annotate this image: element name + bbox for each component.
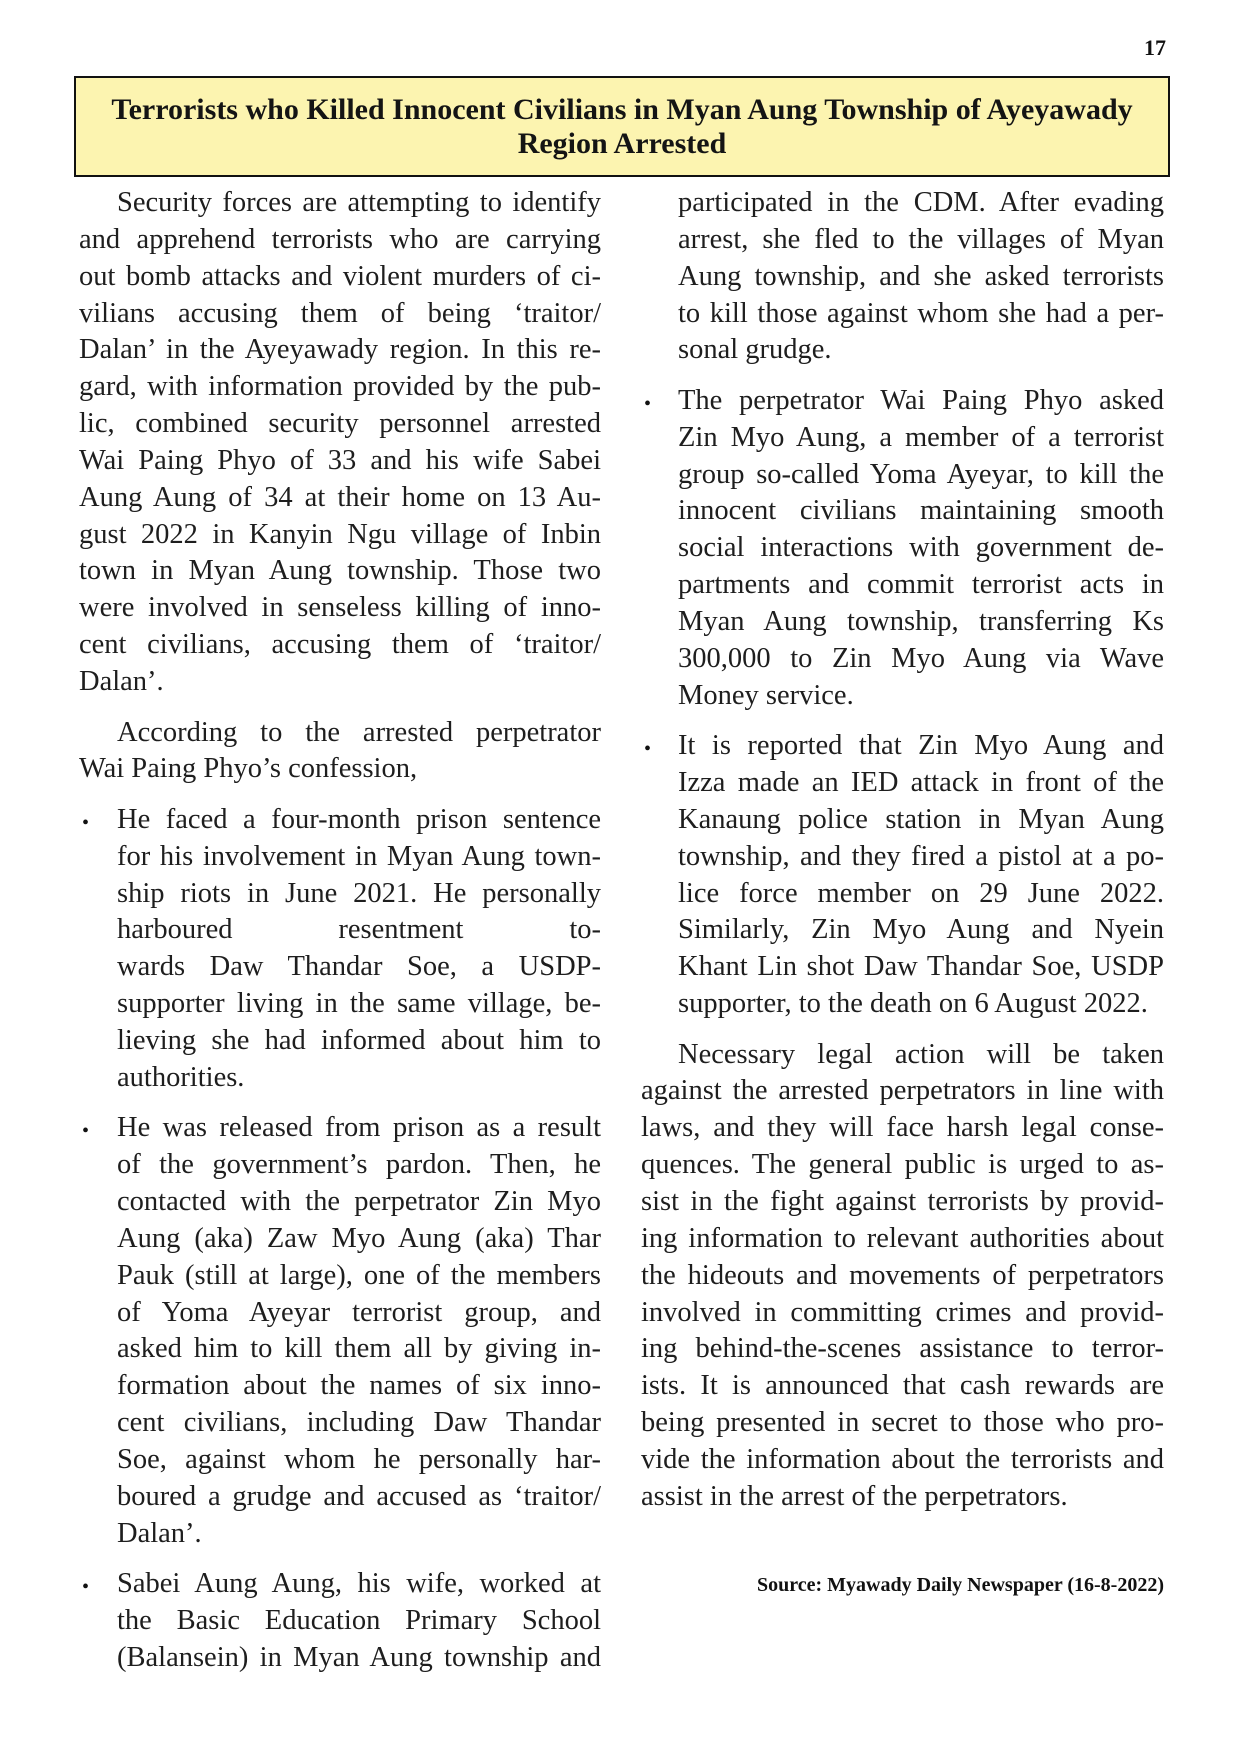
- text-line: township, and they fired a pistol at a po-: [678, 840, 1164, 872]
- text-line: involved in committing crimes and provid-: [641, 1296, 1164, 1328]
- text-line: innocent civilians maintaining smooth: [678, 495, 1164, 527]
- text-line: It is reported that Zin Myo Aung and: [678, 730, 1164, 762]
- text-line: Myan Aung township, transferring Ks: [678, 605, 1164, 637]
- text-line: contacted with the perpetrator Zin Myo: [117, 1186, 601, 1217]
- text-line: were involved in senseless killing of inno-: [79, 592, 601, 624]
- text-line: the Basic Education Primary School: [117, 1604, 601, 1636]
- text-line: 300,000 to Zin Myo Aung via Wave: [678, 642, 1164, 674]
- text-line: assist in the arrest of the perpetrators.: [641, 1480, 1068, 1512]
- text-line: (Balansein) in Myan Aung township and: [117, 1641, 601, 1673]
- text-line: asked him to kill them all by giving in-: [117, 1333, 601, 1365]
- text-line: cent civilians, including Daw Thandar: [117, 1407, 601, 1439]
- text-line: Dalan’.: [117, 1517, 202, 1549]
- list-item: [79, 802, 601, 1097]
- text-line: wards Daw Thandar Soe, a USDP-: [117, 951, 601, 983]
- text-line: The perpetrator Wai Paing Phyo asked: [678, 384, 1164, 416]
- text-line: Sabei Aung Aung, his wife, worked at: [117, 1568, 601, 1600]
- text-line: cent civilians, accusing them of ‘traitor/: [79, 629, 601, 661]
- text-line: ing information to relevant authorities about: [641, 1222, 1164, 1254]
- left-column: [79, 185, 601, 1677]
- closing-paragraph: [641, 1037, 1164, 1516]
- right-column: [641, 185, 1164, 1516]
- text-line: being presented in secret to those who pro-: [641, 1407, 1164, 1439]
- text-line: Security forces are attempting to identify: [117, 187, 601, 218]
- text-line: ship riots in June 2021. He personally: [117, 877, 601, 909]
- text-line: Dalan’.: [79, 665, 164, 697]
- text-line: ists. It is announced that cash rewards are: [641, 1370, 1164, 1402]
- text-line: supporter, to the death on 6 August 2022.: [678, 988, 1148, 1020]
- bullet-icon: •: [82, 1576, 90, 1599]
- text-line: laws, and they will face harsh legal conse-: [641, 1112, 1164, 1144]
- text-line: out bomb attacks and violent murders of ci-: [79, 260, 601, 292]
- text-line: Pauk (still at large), one of the members: [117, 1259, 601, 1291]
- text-line: participated in the CDM. After evading: [678, 187, 1164, 218]
- text-line: boured a grudge and accused as ‘traitor/: [117, 1480, 601, 1512]
- lead-in-paragraph: [79, 715, 601, 789]
- text-line: Kanaung police station in Myan Aung: [678, 803, 1164, 835]
- text-line: Izza made an IED attack in front of the: [678, 767, 1164, 799]
- list-item: [79, 1110, 601, 1552]
- page-number: 17: [1144, 35, 1166, 60]
- text-line: He was released from prison as a result: [117, 1112, 601, 1144]
- text-line: formation about the names of six inno-: [117, 1370, 601, 1402]
- text-line: sonal grudge.: [678, 334, 832, 366]
- list-item-continued: [641, 185, 1164, 369]
- article-title-box: [74, 76, 1170, 177]
- bullet-icon: •: [644, 392, 652, 415]
- text-line: lieving she had informed about him to: [117, 1024, 601, 1056]
- text-line: town in Myan Aung township. Those two: [79, 555, 601, 587]
- bullet-icon: •: [644, 738, 652, 761]
- text-line: for his involvement in Myan Aung town-: [117, 840, 601, 872]
- text-line: gust 2022 in Kanyin Ngu village of Inbin: [79, 518, 601, 550]
- text-line: social interactions with government de-: [678, 532, 1164, 564]
- source-credit: Source: Myawady Daily Newspaper (16-8-2022): [756, 1574, 1164, 1596]
- text-line: supporter living in the same village, be-: [117, 988, 601, 1020]
- text-line: and apprehend terrorists who are carrying: [79, 223, 601, 255]
- text-line: Wai Paing Phyo’s confession,: [79, 753, 418, 785]
- text-line: the hideouts and movements of perpetrators: [641, 1259, 1164, 1291]
- text-line: Aung Aung of 34 at their home on 13 Au-: [79, 481, 601, 513]
- text-line: to kill those against whom she had a per-: [678, 297, 1164, 329]
- list-item: [79, 1566, 601, 1677]
- list-item: [641, 728, 1164, 1023]
- text-line: lic, combined security personnel arrested: [79, 408, 601, 440]
- text-line: group so-called Yoma Ayeyar, to kill the: [678, 458, 1164, 490]
- bullet-icon: •: [82, 1120, 90, 1143]
- text-line: vilians accusing them of being ‘traitor/: [79, 297, 601, 329]
- intro-paragraph: [79, 185, 601, 701]
- text-line: lice force member on 29 June 2022.: [678, 877, 1164, 909]
- text-line: Similarly, Zin Myo Aung and Nyein: [678, 914, 1164, 946]
- text-line: Money service.: [678, 679, 854, 711]
- text-line: According to the arrested perpetrator: [117, 716, 601, 748]
- text-line: harboured resentment to-: [117, 914, 601, 946]
- text-line: Khant Lin shot Daw Thandar Soe, USDP: [678, 951, 1164, 983]
- text-line: Aung township, and she asked terrorists: [678, 260, 1164, 292]
- list-item: [641, 383, 1164, 715]
- text-line: against the arrested perpetrators in line with: [641, 1075, 1164, 1107]
- text-line: of Yoma Ayeyar terrorist group, and: [117, 1296, 601, 1328]
- text-line: sist in the fight against terrorists by provid-: [641, 1186, 1164, 1217]
- text-line: partments and commit terrorist acts in: [678, 569, 1164, 601]
- text-line: Necessary legal action will be taken: [678, 1038, 1164, 1070]
- text-line: arrest, she fled to the villages of Myan: [678, 223, 1164, 255]
- text-line: gard, with information provided by the pub-: [79, 371, 601, 403]
- article-title: Terrorists who Killed Innocent Civilians in Myan Aung Township of Ayeyawady Region Arrested: [111, 92, 1133, 160]
- bullet-icon: •: [82, 811, 90, 834]
- text-line: vide the information about the terrorists and: [641, 1443, 1164, 1475]
- text-line: authorities.: [117, 1061, 245, 1093]
- text-line: of the government’s pardon. Then, he: [117, 1149, 601, 1181]
- text-line: He faced a four-month prison sentence: [117, 803, 601, 835]
- text-line: quences. The general public is urged to as-: [641, 1149, 1164, 1181]
- text-line: Wai Paing Phyo of 33 and his wife Sabei: [79, 444, 601, 476]
- text-line: ing behind-the-scenes assistance to terror-: [641, 1333, 1164, 1365]
- text-line: Dalan’ in the Ayeyawady region. In this re-: [79, 334, 601, 366]
- text-line: Aung (aka) Zaw Myo Aung (aka) Thar: [117, 1222, 601, 1254]
- text-line: Zin Myo Aung, a member of a terrorist: [678, 421, 1164, 453]
- text-line: Soe, against whom he personally har-: [117, 1443, 601, 1475]
